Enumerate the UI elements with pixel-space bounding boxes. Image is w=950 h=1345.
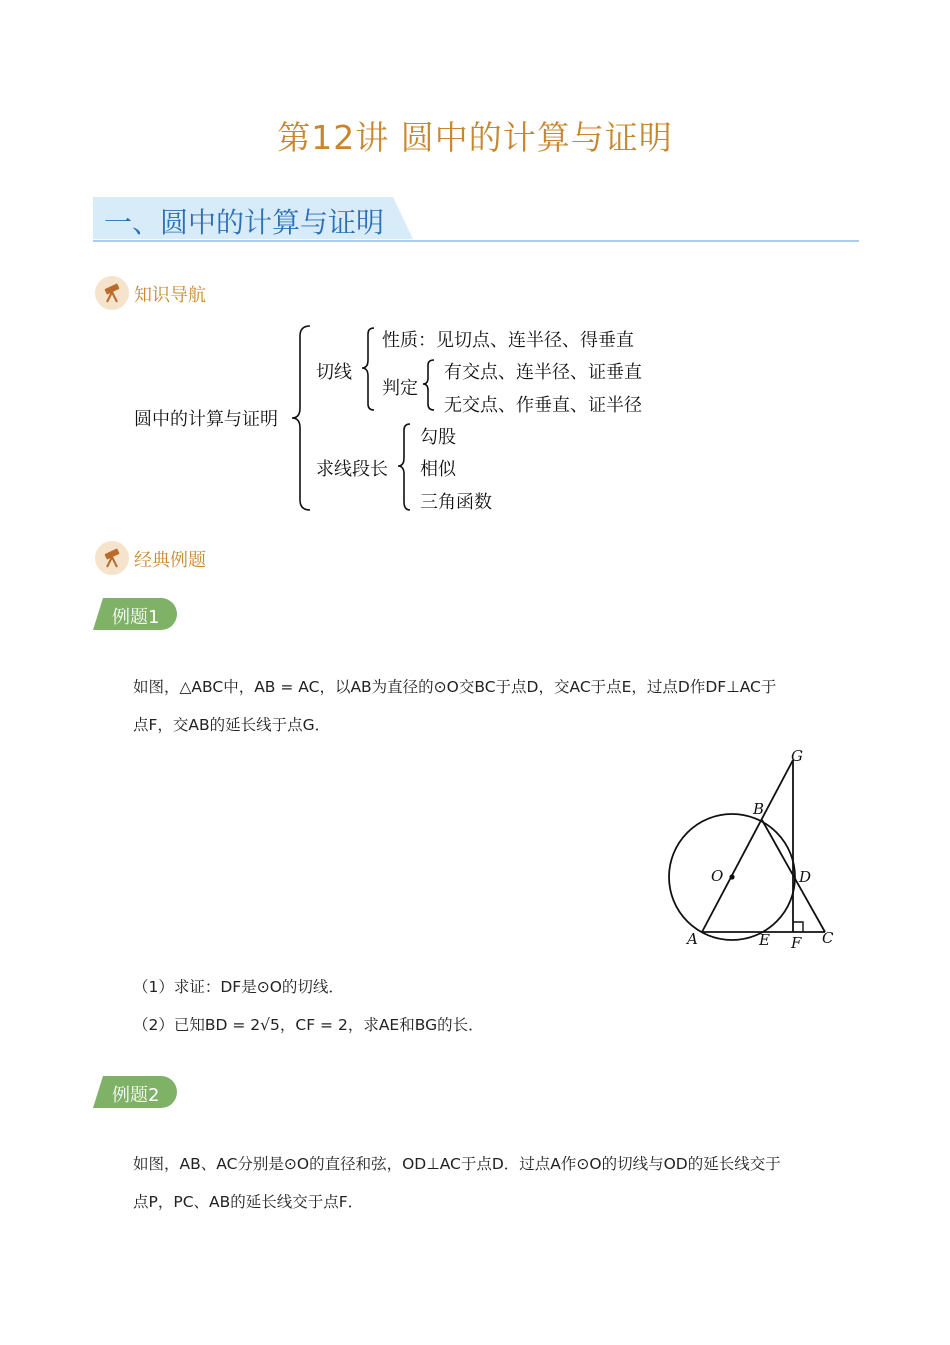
label-b: B <box>753 800 765 818</box>
examples-heading: 经典例题 <box>134 550 206 571</box>
example1-geometry-figure <box>660 740 850 955</box>
example1-question: （2）已知BD = 2√5，CF = 2，求AE和BG的长． <box>133 1016 484 1034</box>
label-c: C <box>822 929 834 947</box>
tree-judge-item: 有交点、连半径、证垂直 <box>444 362 642 383</box>
label-d: D <box>799 868 812 886</box>
center-dot <box>729 874 734 879</box>
tree-judge-item: 无交点、作垂直、证半径 <box>444 395 642 416</box>
section-title: 一、圆中的计算与证明 <box>104 206 385 239</box>
example1-tag: 例题1 <box>112 607 160 628</box>
example2-text: 点P，PC、AB的延长线交于点F． <box>133 1193 364 1211</box>
label-e: E <box>759 931 770 949</box>
label-a: A <box>687 930 698 948</box>
tree-root: 圆中的计算与证明 <box>134 409 278 430</box>
tree-judge-label: 判定 <box>382 378 418 399</box>
knowledge-nav-heading: 知识导航 <box>134 285 206 306</box>
example1-question: （1）求证：DF是⊙O的切线． <box>133 978 344 996</box>
tree-tangent-label: 切线 <box>316 362 352 383</box>
example2-tag: 例题2 <box>112 1085 160 1106</box>
page-title: 第12讲 圆中的计算与证明 <box>277 118 673 157</box>
line-ag <box>702 760 793 932</box>
tree-segment-item: 勾股 <box>420 427 456 448</box>
label-o: O <box>711 867 724 885</box>
label-f: F <box>791 934 802 952</box>
tree-segment-item: 相似 <box>420 459 456 480</box>
telescope-icon <box>95 541 129 575</box>
label-g: G <box>791 747 803 765</box>
example2-text: 如图，AB、AC分别是⊙O的直径和弦，OD⊥AC于点D．过点A作⊙O的切线与OD的延长线交于 <box>133 1155 781 1173</box>
example1-text: 如图，△ABC中，AB = AC，以AB为直径的⊙O交BC于点D，交AC于点E，过点D作DF⊥AC于 <box>133 678 777 696</box>
example1-text: 点F，交AB的延长线于点G． <box>133 716 331 734</box>
telescope-icon <box>95 276 129 310</box>
tree-segment-label: 求线段长 <box>316 459 388 480</box>
tree-segment-item: 三角函数 <box>420 492 492 513</box>
tree-tangent-property: 性质：见切点、连半径、得垂直 <box>382 330 634 351</box>
